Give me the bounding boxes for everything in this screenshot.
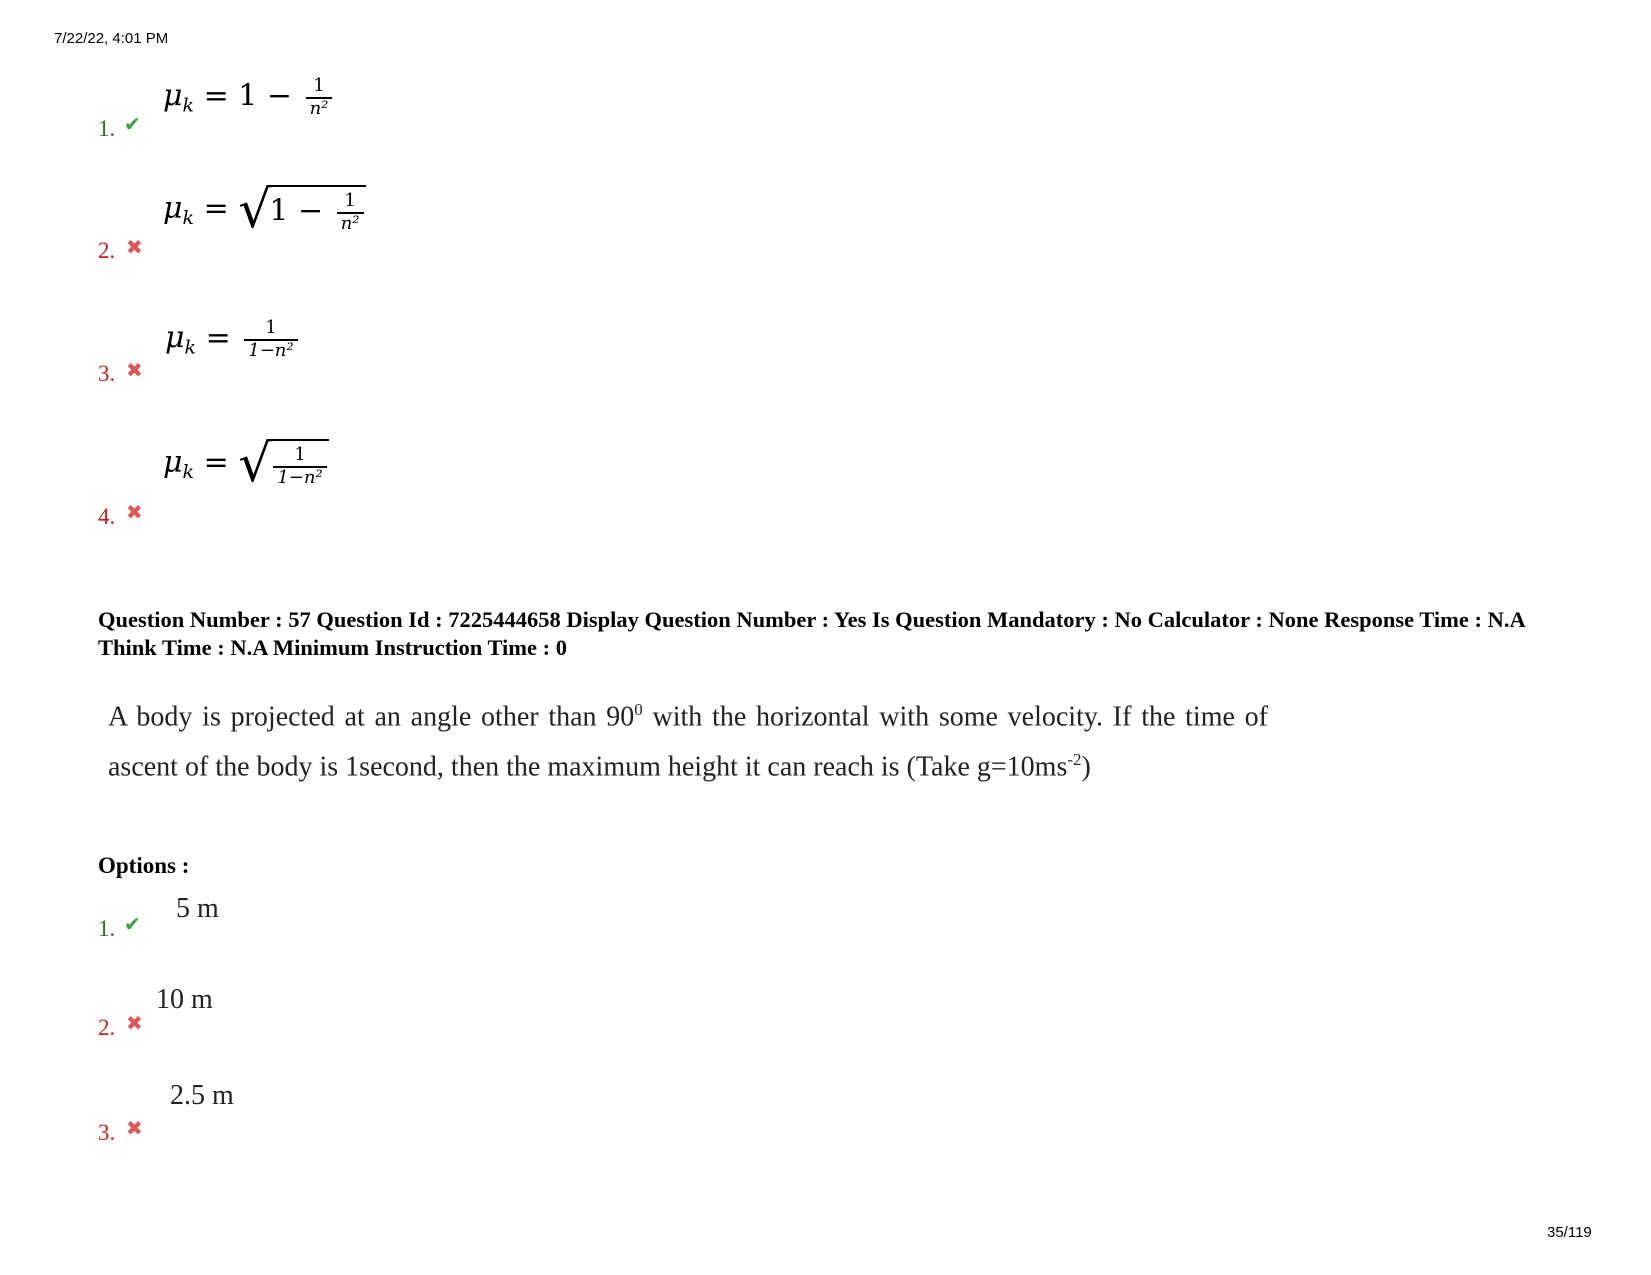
prev-option-1-number: 1. (98, 116, 116, 141)
option-3-number: 3. (98, 1120, 116, 1145)
option-2-number: 2. (98, 1015, 116, 1040)
option-2-answer: 10 m (156, 984, 213, 1015)
options-heading: Options : (98, 853, 190, 878)
cross-icon: ✖ (126, 1011, 143, 1035)
prev-option-3-formula: $\mu_k$ = $\frac{1}{\text{1−n²}}$ (165, 318, 298, 361)
prev-option-4-number: 4. (98, 504, 116, 529)
cross-icon: ✖ (126, 500, 143, 524)
check-icon: ✔ (124, 112, 141, 136)
option-1-number: 1. (98, 916, 116, 941)
cross-icon: ✖ (126, 1116, 143, 1140)
question-text: A body is projected at an angle other than $90^0$ with the horizontal with some velocity. If the time of ascent of the body is 1second, then the maximum height it can reach is (Take $g=10ms^{-2}$) (108, 700, 1268, 783)
print-timestamp: 7/22/22, 4:01 PM (54, 30, 169, 47)
prev-option-1-formula: $\mu_k = 1$ − $\frac{1}{\text{n²}}$ (163, 76, 332, 119)
page-number: 35/119 (1547, 1224, 1592, 1241)
prev-option-3-number: 3. (98, 361, 116, 386)
cross-icon: ✖ (126, 358, 143, 382)
check-icon: ✔ (124, 912, 141, 936)
option-1-answer: 5 m (176, 893, 219, 924)
prev-option-4-formula: $\mu_k$ = √ $\frac{1}{\text{1−n²}}$ (163, 438, 329, 490)
prev-option-2-number: 2. (98, 238, 116, 263)
cross-icon: ✖ (126, 235, 143, 259)
option-3-answer: 2.5 m (170, 1080, 234, 1111)
prev-option-2-formula: $\mu_k = √1$ − $\frac{1}{\text{n²}}$ (163, 184, 366, 236)
question-meta-info: Question Number : 57 Question Id : 7225444658 Display Question Number : Yes Is Question Mandatory : No Calculator : None Response Time : N.A Think Time : N.A Minimum Instruction Time : 0 (98, 607, 1525, 660)
